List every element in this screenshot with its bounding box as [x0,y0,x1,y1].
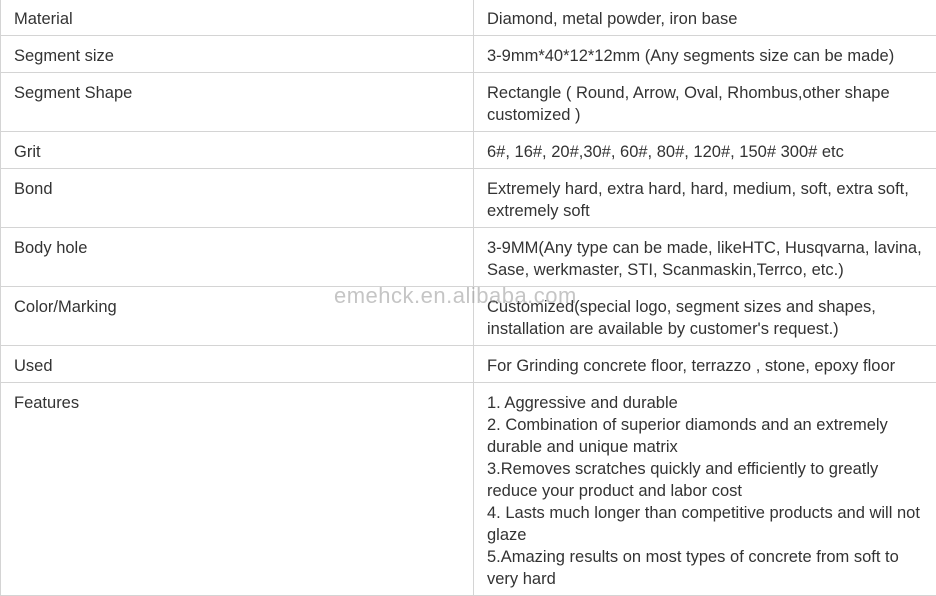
watermark: emehck.en.alibaba.com [334,283,577,309]
table-row-segment-size [1,36,936,73]
spec-label: Used [1,346,474,383]
table-row-bond [1,169,936,228]
spec-label: Segment size [1,36,474,73]
spec-label: Bond [1,169,474,228]
table-row-features [1,383,936,596]
spec-label: Body hole [1,228,474,287]
spec-value-features [474,383,936,596]
spec-label: Segment Shape [1,73,474,132]
spec-value: Rectangle ( Round, Arrow, Oval, Rhombus,other shape customized ) [474,73,936,132]
spec-value: Extremely hard, extra hard, hard, medium, soft, extra soft, extremely soft [474,169,936,228]
spec-value: For Grinding concrete floor, terrazzo , stone, epoxy floor [474,346,936,383]
spec-label: Color/Marking [1,287,474,346]
spec-label: Grit [1,132,474,169]
spec-value: Customized(special logo, segment sizes and shapes, installation are available by customer's request.) [474,287,936,346]
feature-item: 4. Lasts much longer than competitive products and will not glaze [487,502,933,546]
spec-value: Diamond, metal powder, iron base [474,0,936,36]
spec-value: 6#, 16#, 20#,30#, 60#, 80#, 120#, 150# 300# etc [474,132,936,169]
feature-item: 3.Removes scratches quickly and efficiently to greatly reduce your product and labor cost [487,458,933,502]
table-row-body-hole [1,228,936,287]
table-row-grit [1,132,936,169]
table-row-segment-shape [1,73,936,132]
spec-value: 3-9MM(Any type can be made, likeHTC, Husqvarna, lavina, Sase, werkmaster, STI, Scanmaskin,Terrco, etc.) [474,228,936,287]
feature-item: 2. Combination of superior diamonds and an extremely durable and unique matrix [487,414,933,458]
table-row-used [1,346,936,383]
spec-value: 3-9mm*40*12*12mm (Any segments size can be made) [474,36,936,73]
spec-label: Material [1,0,474,36]
table-row-color-marking [1,287,936,346]
table-row-material [1,0,936,36]
spec-label: Features [1,383,474,596]
feature-item: 5.Amazing results on most types of concrete from soft to very hard [487,546,933,590]
feature-item: 1. Aggressive and durable [487,392,933,414]
